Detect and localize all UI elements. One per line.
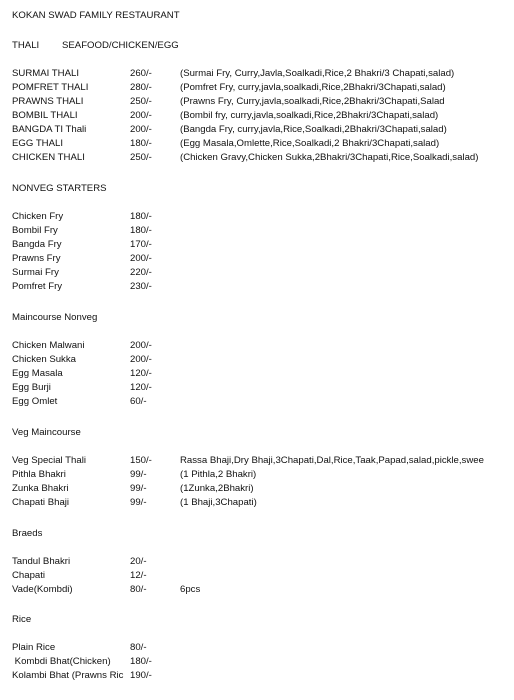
item-price: 150/- [130,455,152,466]
item-name: Zunka Bhakri [12,483,69,494]
menu-item-row [0,369,514,382]
menu-item-row [0,585,514,598]
item-description: (Pomfret Fry, curry,javla,soalkadi,Rice,2Bhakri/3Chapati,salad) [180,83,446,93]
item-name: Prawns Fry [12,253,61,264]
section-title-nonveg-starters: NONVEG STARTERS [12,183,107,194]
item-name: Chapati [12,570,46,581]
menu-item-row [0,268,514,281]
item-name: Chapati Bhaji [12,497,70,508]
menu-item-row [0,125,514,138]
item-name: SURMAI THALI [12,68,79,79]
item-price: 230/- [130,281,152,292]
section-title-breads: Braeds [12,528,43,539]
item-price: 180/- [130,225,152,236]
item-description: (1 Pithla,2 Bhakri) [180,470,257,480]
item-description: 6pcs [180,585,201,595]
item-description: (Prawns Fry, Curry,javla,soalkadi,Rice,2Bhakri/3Chapati,Salad [180,97,445,107]
menu-item-row [0,397,514,410]
item-name: PRAWNS THALI [12,96,84,107]
item-price: 280/- [130,82,152,93]
item-name: Surmai Fry [12,267,59,278]
menu-item-row [0,83,514,96]
item-price: 60/- [130,396,147,407]
item-price: 20/- [130,556,147,567]
item-description: Rassa Bhaji,Dry Bhaji,3Chapati,Dal,Rice,Taak,Papad,salad,pickle,swee [180,456,484,466]
menu-item-row [0,97,514,110]
menu-item-row [0,139,514,152]
menu-item-row [0,153,514,166]
item-name: BOMBIL THALI [12,110,78,121]
item-name: Kombdi Bhat(Chicken) [12,656,111,667]
item-price: 250/- [130,152,152,163]
item-name: Chicken Sukka [12,354,76,365]
menu-item-row [0,226,514,239]
item-name: Vade(Kombdi) [12,584,73,595]
restaurant-name: KOKAN SWAD FAMILY RESTAURANT [12,10,180,21]
section-title-rice: Rice [12,614,32,625]
menu-item-row [0,111,514,124]
item-description: (Surmai Fry, Curry,Javla,Soalkadi,Rice,2 Bhakri/3 Chapati,salad) [180,69,455,79]
menu-item-row [0,643,514,656]
item-price: 200/- [130,340,152,351]
item-price: 80/- [130,642,147,653]
item-price: 180/- [130,656,152,667]
item-name: Chicken Fry [12,211,64,222]
item-description: (Bombil fry, curry,javla,soalkadi,Rice,2Bhakri/3Chapati,salad) [180,111,439,121]
item-price: 180/- [130,211,152,222]
item-description: (Bangda Fry, curry,javla,Rice,Soalkadi,2Bhakri/3Chapati,salad) [180,125,447,135]
item-price: 260/- [130,68,152,79]
item-name: Plain Rice [12,642,56,653]
item-price: 220/- [130,267,152,278]
menu-item-row [0,355,514,368]
section-title-maincourse-nonveg: Maincourse Nonveg [12,312,98,323]
item-name: Chicken Malwani [12,340,85,351]
menu-item-row [0,571,514,584]
menu-item-row [0,69,514,82]
item-price: 200/- [130,110,152,121]
menu-item-row [0,671,514,684]
item-price: 200/- [130,253,152,264]
menu-item-row [0,341,514,354]
item-name: POMFRET THALI [12,82,89,93]
item-price: 99/- [130,483,147,494]
item-price: 180/- [130,138,152,149]
menu-item-row [0,240,514,253]
item-price: 200/- [130,354,152,365]
item-price: 200/- [130,124,152,135]
item-price: 190/- [130,670,152,681]
item-price: 120/- [130,382,152,393]
item-description: (1 Bhaji,3Chapati) [180,498,257,508]
menu-item-row [0,212,514,225]
menu-item-row [0,282,514,295]
item-price: 80/- [130,584,147,595]
menu-item-row [0,383,514,396]
item-name: Bangda Fry [12,239,62,250]
item-price: 12/- [130,570,147,581]
menu-item-row [0,484,514,497]
item-name: Kolambi Bhat (Prawns Ric [12,671,124,681]
item-name: Egg Masala [12,368,63,379]
menu-item-row [0,657,514,670]
section-title-veg-maincourse: Veg Maincourse [12,427,81,438]
item-price: 250/- [130,96,152,107]
item-name: Veg Special Thali [12,455,86,466]
item-description: (Egg Masala,Omlette,Rice,Soalkadi,2 Bhakri/3Chapati,salad) [180,139,440,149]
thali-subheading: SEAFOOD/CHICKEN/EGG [62,40,179,51]
item-price: 120/- [130,368,152,379]
thali-heading: THALI [12,40,40,51]
menu-item-row [0,456,514,469]
menu-item-row [0,470,514,483]
item-description: (1Zunka,2Bhakri) [180,484,254,494]
item-name: Egg Burji [12,382,51,393]
menu-item-row [0,254,514,267]
item-name: Bombil Fry [12,225,58,236]
menu-item-row [0,498,514,511]
item-name: Tandul Bhakri [12,556,71,567]
item-name: Pithla Bhakri [12,469,66,480]
item-name: Egg Omlet [12,396,58,407]
item-description: (Chicken Gravy,Chicken Sukka,2Bhakri/3Chapati,Rice,Soalkadi,salad) [180,153,479,163]
item-price: 170/- [130,239,152,250]
item-name: BANGDA TI Thali [12,124,87,135]
item-name: CHICKEN THALI [12,152,85,163]
item-name: EGG THALI [12,138,64,149]
menu-item-row [0,557,514,570]
item-price: 99/- [130,497,147,508]
item-price: 99/- [130,469,147,480]
item-name: Pomfret Fry [12,281,63,292]
